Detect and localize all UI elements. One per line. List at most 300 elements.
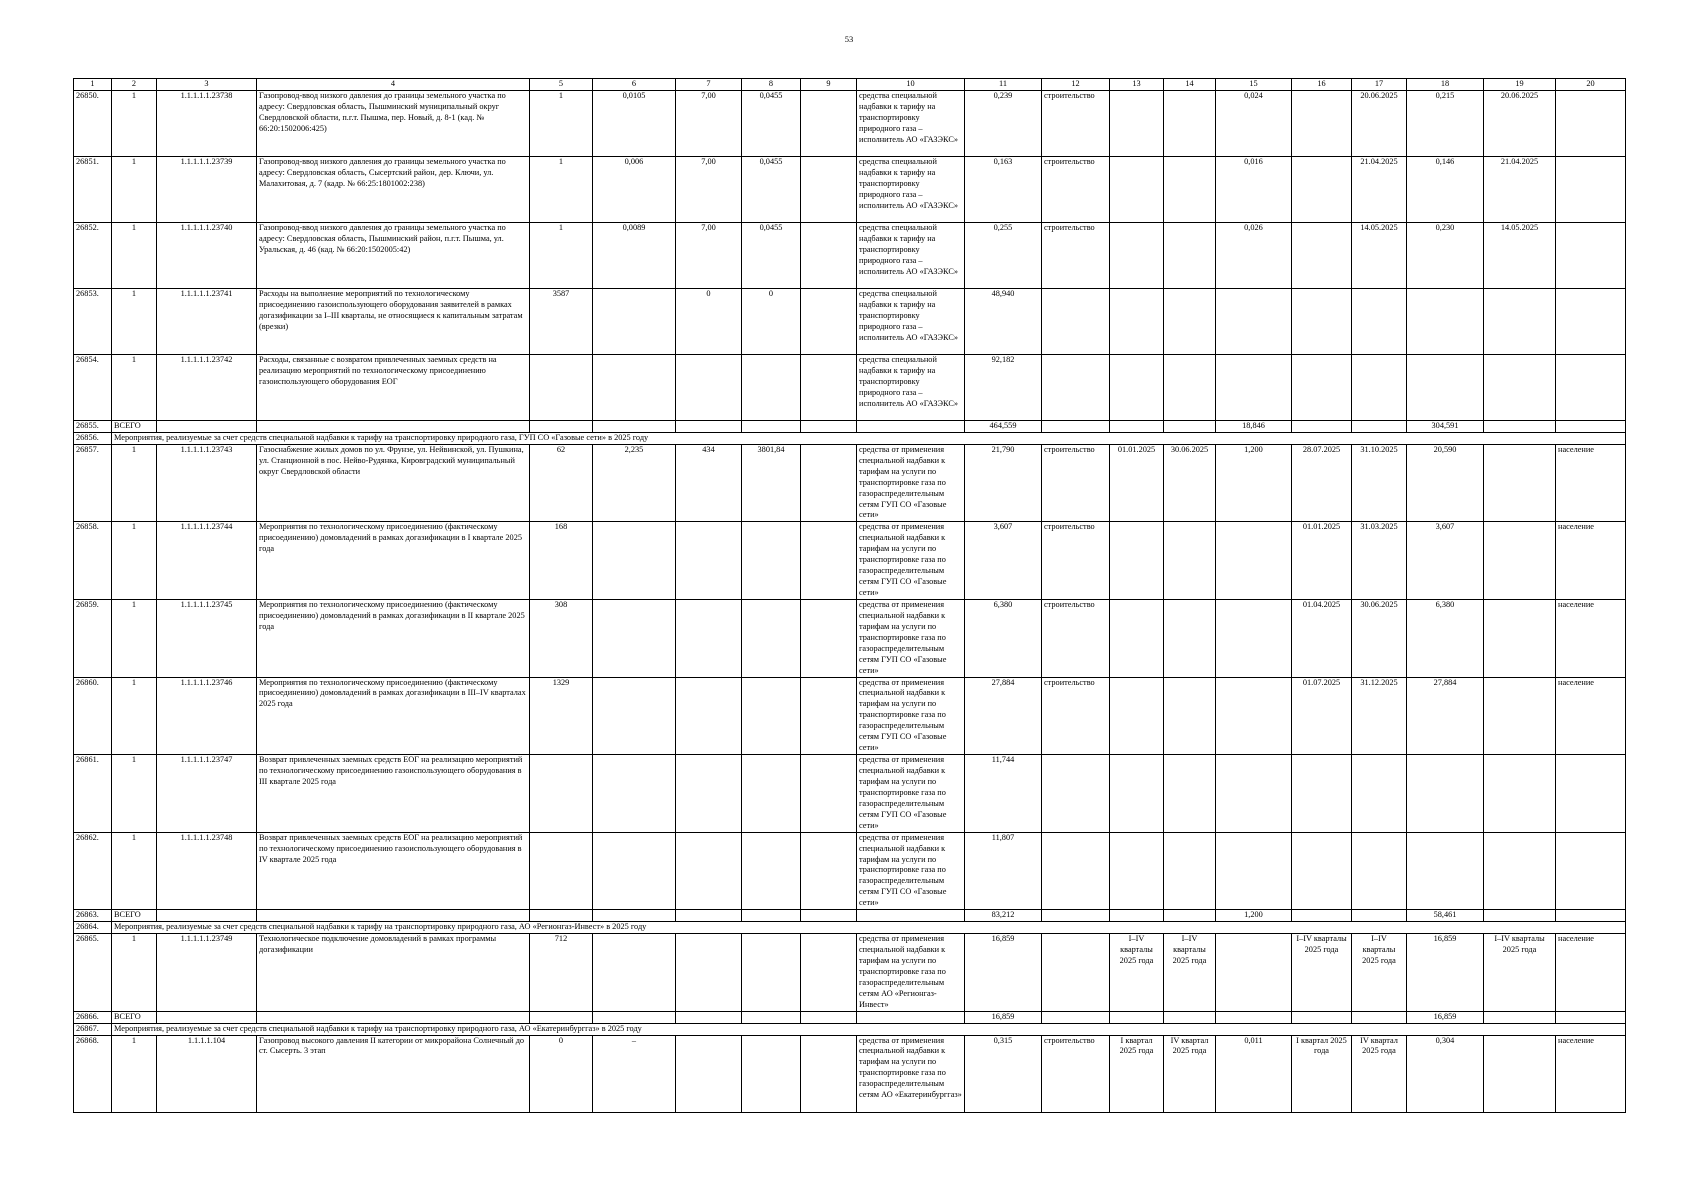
table-cell: 30.06.2025 (1352, 599, 1407, 677)
table-cell: I–IV кварталы 2025 года (1292, 934, 1352, 1012)
table-cell: 1329 (530, 677, 593, 755)
table-cell (1484, 288, 1556, 354)
column-number: 16 (1292, 79, 1352, 91)
table-cell (857, 420, 965, 432)
table-cell: – (593, 1035, 676, 1112)
table-cell (1216, 677, 1292, 755)
table-cell: 58,461 (1407, 910, 1484, 922)
table-cell: Расходы, связанные с возвратом привлеченных заемных средств на реализацию мероприятий по технологическому присоединению газоиспользующего оборудования ЕОГ (257, 354, 530, 420)
table-cell: 0,230 (1407, 222, 1484, 288)
table-cell (1216, 288, 1292, 354)
table-cell: 3,607 (1407, 522, 1484, 600)
table-cell (1352, 910, 1407, 922)
total-row (74, 420, 1626, 432)
table-cell (1164, 1011, 1216, 1023)
table-cell: 14.05.2025 (1352, 222, 1407, 288)
table-cell (1110, 910, 1164, 922)
row-number: 26862. (74, 832, 112, 910)
table-cell (676, 599, 742, 677)
table-cell: 0 (530, 1035, 593, 1112)
table-row (74, 90, 1626, 156)
table-cell (742, 522, 801, 600)
table-cell: строительство (1042, 444, 1110, 522)
table-cell: 1 (112, 599, 157, 677)
table-cell: 16,859 (965, 934, 1042, 1012)
total-label: ВСЕГО (112, 1011, 157, 1023)
table-cell (1292, 910, 1352, 922)
table-cell (1042, 832, 1110, 910)
table-cell: 3801,84 (742, 444, 801, 522)
table-cell: Возврат привлеченных заемных средств ЕОГ на реализацию мероприятий по технологическому присоединению газоиспользующего оборудования в III квартале 2025 года (257, 755, 530, 833)
table-cell (1484, 444, 1556, 522)
table-cell: IV квартал 2025 года (1164, 1035, 1216, 1112)
page-number: 53 (844, 34, 854, 44)
table-cell (530, 420, 593, 432)
table-cell: средства от применения специальной надбавки к тарифам на услуги по транспортировке газа по газораспределительным сетям ГУП СО «Газовые сети» (857, 522, 965, 600)
table-cell (1164, 910, 1216, 922)
table-cell: Мероприятия по технологическому присоединению (фактическому присоединению) домовладений в рамках догазификации в I квартале 2025 года (257, 522, 530, 600)
table-cell (593, 599, 676, 677)
row-number: 26864. (74, 922, 112, 934)
table-cell (1164, 222, 1216, 288)
table-cell (1556, 288, 1626, 354)
table-cell: 1 (530, 156, 593, 222)
table-cell: 21.04.2025 (1484, 156, 1556, 222)
table-cell: Возврат привлеченных заемных средств ЕОГ на реализацию мероприятий по технологическому присоединению газоиспользующего оборудования в IV квартале 2025 года (257, 832, 530, 910)
row-number: 26861. (74, 755, 112, 833)
table-cell (1292, 755, 1352, 833)
table-cell: 0,0455 (742, 222, 801, 288)
table-cell: население (1556, 1035, 1626, 1112)
table-cell: 27,884 (965, 677, 1042, 755)
table-cell (530, 832, 593, 910)
table-cell: 1 (530, 222, 593, 288)
table-cell: 1.1.1.1.1.23738 (157, 90, 257, 156)
table-cell (1110, 420, 1164, 432)
table-cell: 1 (112, 288, 157, 354)
table-cell: 0 (676, 288, 742, 354)
section-title: Мероприятия, реализуемые за счет средств специальной надбавки к тарифу на транспортировку природного газа, ГУП СО «Газовые сети» в 2025 году (112, 432, 1626, 444)
table-cell: строительство (1042, 156, 1110, 222)
table-cell (593, 420, 676, 432)
table-cell: 434 (676, 444, 742, 522)
column-number: 12 (1042, 79, 1110, 91)
table-cell (1216, 755, 1292, 833)
table-cell: 16,859 (1407, 1011, 1484, 1023)
table-cell (857, 910, 965, 922)
table-cell: население (1556, 444, 1626, 522)
table-cell (1484, 832, 1556, 910)
table-cell (676, 1035, 742, 1112)
table-cell (1042, 934, 1110, 1012)
table-row (74, 755, 1626, 833)
table-cell: 712 (530, 934, 593, 1012)
table-cell: 6,380 (1407, 599, 1484, 677)
table-cell: 20,590 (1407, 444, 1484, 522)
table-cell: средства от применения специальной надбавки к тарифам на услуги по транспортировке газа по газораспределительным сетям АО «Регионгаз-Инвест» (857, 934, 965, 1012)
table-cell (1110, 90, 1164, 156)
table-cell (1164, 522, 1216, 600)
table-cell: 1.1.1.1.1.23748 (157, 832, 257, 910)
table-cell: средства от применения специальной надбавки к тарифам на услуги по транспортировке газа по газораспределительным сетям ГУП СО «Газовые сети» (857, 832, 965, 910)
table-cell (1352, 832, 1407, 910)
table-cell: 1,200 (1216, 910, 1292, 922)
table-cell: 20.06.2025 (1484, 90, 1556, 156)
table-cell: 11,744 (965, 755, 1042, 833)
table-cell (1042, 288, 1110, 354)
table-cell: 1.1.1.1.104 (157, 1035, 257, 1112)
row-number: 26853. (74, 288, 112, 354)
column-number: 10 (857, 79, 965, 91)
table-row (74, 599, 1626, 677)
table-cell (1484, 354, 1556, 420)
table-cell (1556, 910, 1626, 922)
table-cell: 1 (112, 90, 157, 156)
table-cell (676, 420, 742, 432)
total-label: ВСЕГО (112, 420, 157, 432)
table-cell (1484, 420, 1556, 432)
table-cell (742, 354, 801, 420)
table-cell (742, 420, 801, 432)
table-cell (1484, 677, 1556, 755)
row-number: 26852. (74, 222, 112, 288)
table-cell: 1.1.1.1.1.23743 (157, 444, 257, 522)
table-cell (676, 677, 742, 755)
table-cell: 62 (530, 444, 593, 522)
table-row (74, 934, 1626, 1012)
table-cell (593, 677, 676, 755)
table-cell (1556, 222, 1626, 288)
table-cell (530, 1011, 593, 1023)
table-cell: 1.1.1.1.1.23742 (157, 354, 257, 420)
table-cell (742, 832, 801, 910)
column-number: 19 (1484, 79, 1556, 91)
row-number: 26856. (74, 432, 112, 444)
table-cell (1110, 1011, 1164, 1023)
table-cell (1110, 288, 1164, 354)
column-number: 7 (676, 79, 742, 91)
table-cell: 1.1.1.1.1.23739 (157, 156, 257, 222)
table-cell (801, 910, 857, 922)
table-cell (1292, 354, 1352, 420)
table-cell (1216, 599, 1292, 677)
row-number: 26855. (74, 420, 112, 432)
table-cell: Газопровод-ввод низкого давления до границы земельного участка по адресу: Свердловская область, Сысертский район, дер. Ключи, ул. Малахитовая, д. 7 (кадр. № 66:25:1801002:238) (257, 156, 530, 222)
table-cell (1110, 599, 1164, 677)
table-cell (801, 677, 857, 755)
table-cell (257, 910, 530, 922)
table-row (74, 444, 1626, 522)
table-cell (257, 420, 530, 432)
table-cell: Газопровод-ввод низкого давления до границы земельного участка по адресу: Свердловская область, Пышминский район, п.г.т. Пышма, ул. Уральская, д. 46 (кад. № 66:20:1502005:42) (257, 222, 530, 288)
table-cell: население (1556, 934, 1626, 1012)
section-row (74, 922, 1626, 934)
section-title: Мероприятия, реализуемые за счет средств специальной надбавки к тарифу на транспортировку природного газа, АО «Регионгаз-Инвест» в 2025 году (112, 922, 1626, 934)
table-cell (801, 420, 857, 432)
table-cell (1352, 354, 1407, 420)
table-cell (1110, 156, 1164, 222)
table-cell (742, 1035, 801, 1112)
table-cell: Газоснабжение жилых домов по ул. Фрунзе, ул. Нейвинской, ул. Пушкина, ул. Станционной в пос. Нейво-Рудянка, Кировградский муниципальный округ Свердловской области (257, 444, 530, 522)
table-cell: 1 (530, 90, 593, 156)
table-cell: I–IV кварталы 2025 года (1352, 934, 1407, 1012)
table-cell: 16,859 (1407, 934, 1484, 1012)
row-number: 26858. (74, 522, 112, 600)
table-cell (801, 1035, 857, 1112)
table-cell: строительство (1042, 599, 1110, 677)
table-cell (1484, 755, 1556, 833)
table-cell (1292, 90, 1352, 156)
table-cell (742, 1011, 801, 1023)
table-cell (1164, 755, 1216, 833)
table-cell: 01.07.2025 (1292, 677, 1352, 755)
table-cell: 0 (742, 288, 801, 354)
table-cell: Газопровод высокого давления II категории от микрорайона Солнечный до ст. Сысерть. 3 этап (257, 1035, 530, 1112)
table-cell: 27,884 (1407, 677, 1484, 755)
column-number: 5 (530, 79, 593, 91)
row-number: 26854. (74, 354, 112, 420)
table-cell: Мероприятия по технологическому присоединению (фактическому присоединению) домовладений в рамках догазификации в III–IV кварталах 2025 года (257, 677, 530, 755)
table-cell: 1.1.1.1.1.23740 (157, 222, 257, 288)
table-cell: средства от применения специальной надбавки к тарифам на услуги по транспортировке газа по газораспределительным сетям ГУП СО «Газовые сети» (857, 755, 965, 833)
table-cell (676, 832, 742, 910)
table-cell (1110, 222, 1164, 288)
table-cell (801, 156, 857, 222)
table-cell (257, 1011, 530, 1023)
row-number: 26868. (74, 1035, 112, 1112)
table-cell: 1 (112, 1035, 157, 1112)
table-cell (1484, 1035, 1556, 1112)
table-cell: 1.1.1.1.1.23746 (157, 677, 257, 755)
table-cell: население (1556, 677, 1626, 755)
table-cell (593, 755, 676, 833)
table-cell: 1 (112, 522, 157, 600)
table-cell (742, 599, 801, 677)
table-cell (742, 677, 801, 755)
table-cell (801, 444, 857, 522)
table-cell (801, 288, 857, 354)
table-cell (801, 222, 857, 288)
table-cell (1164, 677, 1216, 755)
row-number: 26851. (74, 156, 112, 222)
table-cell (1216, 354, 1292, 420)
table-cell: 1,200 (1216, 444, 1292, 522)
table-cell (157, 1011, 257, 1023)
table-cell: 7,00 (676, 90, 742, 156)
column-number: 18 (1407, 79, 1484, 91)
table-cell (742, 934, 801, 1012)
table-cell (1042, 354, 1110, 420)
table-cell: 18,846 (1216, 420, 1292, 432)
table-cell: 28.07.2025 (1292, 444, 1352, 522)
total-label: ВСЕГО (112, 910, 157, 922)
table-cell: 308 (530, 599, 593, 677)
section-title: Мероприятия, реализуемые за счет средств специальной надбавки к тарифу на транспортировку природного газа, АО «Екатеринбурггаз» в 2025 году (112, 1023, 1626, 1035)
table-cell: 31.12.2025 (1352, 677, 1407, 755)
table-cell: 1.1.1.1.1.23749 (157, 934, 257, 1012)
row-number: 26859. (74, 599, 112, 677)
table-cell (157, 420, 257, 432)
column-number: 8 (742, 79, 801, 91)
table-cell (1042, 755, 1110, 833)
table-cell: средства специальной надбавки к тарифу на транспортировку природного газа – исполнитель АО «ГАЗЭКС» (857, 354, 965, 420)
table-row (74, 522, 1626, 600)
table-cell (801, 755, 857, 833)
table-cell (1292, 288, 1352, 354)
table-cell: 0,163 (965, 156, 1042, 222)
column-number: 17 (1352, 79, 1407, 91)
table-cell: 1 (112, 832, 157, 910)
table-cell: 1 (112, 354, 157, 420)
table-cell (1164, 288, 1216, 354)
row-number: 26867. (74, 1023, 112, 1035)
table-cell (801, 354, 857, 420)
table-cell (1216, 832, 1292, 910)
column-number: 6 (593, 79, 676, 91)
table-cell (1352, 1011, 1407, 1023)
table-cell (593, 1011, 676, 1023)
column-number-header (74, 79, 1626, 91)
table-cell: 30.06.2025 (1164, 444, 1216, 522)
table-row (74, 832, 1626, 910)
table-cell: 1 (112, 222, 157, 288)
column-number: 1 (74, 79, 112, 91)
table-cell (801, 934, 857, 1012)
table-cell: 0,315 (965, 1035, 1042, 1112)
table-cell: 6,380 (965, 599, 1042, 677)
table-cell: 31.03.2025 (1352, 522, 1407, 600)
table-cell (1292, 1011, 1352, 1023)
table-cell: 0,016 (1216, 156, 1292, 222)
table-body (74, 79, 1626, 1113)
total-row (74, 910, 1626, 922)
table-cell: 1.1.1.1.1.23744 (157, 522, 257, 600)
section-row (74, 1023, 1626, 1035)
table-cell (1042, 1011, 1110, 1023)
table-cell: 2,235 (593, 444, 676, 522)
table-cell: I–IV кварталы 2025 года (1164, 934, 1216, 1012)
table-cell: средства специальной надбавки к тарифу на транспортировку природного газа – исполнитель АО «ГАЗЭКС» (857, 288, 965, 354)
table-row (74, 156, 1626, 222)
table-cell: средства от применения специальной надбавки к тарифам на услуги по транспортировке газа по газораспределительным сетям ГУП СО «Газовые сети» (857, 599, 965, 677)
table-row (74, 677, 1626, 755)
table-cell: 21.04.2025 (1352, 156, 1407, 222)
table-cell (1216, 1011, 1292, 1023)
table-cell: 01.01.2025 (1292, 522, 1352, 600)
table-cell: 1 (112, 444, 157, 522)
table-cell: 0,011 (1216, 1035, 1292, 1112)
table-cell (676, 354, 742, 420)
table-cell (1484, 522, 1556, 600)
table-cell (593, 832, 676, 910)
table-cell (1216, 934, 1292, 1012)
column-number: 2 (112, 79, 157, 91)
table-cell: 0,255 (965, 222, 1042, 288)
table-cell: 1.1.1.1.1.23745 (157, 599, 257, 677)
table-cell (1556, 90, 1626, 156)
table-cell: средства специальной надбавки к тарифу на транспортировку природного газа – исполнитель АО «ГАЗЭКС» (857, 222, 965, 288)
table-cell: население (1556, 522, 1626, 600)
table-cell (1292, 832, 1352, 910)
table-cell: 01.04.2025 (1292, 599, 1352, 677)
table-cell (1164, 420, 1216, 432)
table-cell (1110, 832, 1164, 910)
table-cell (593, 934, 676, 1012)
table-cell: 1.1.1.1.1.23747 (157, 755, 257, 833)
table-cell: средства от применения специальной надбавки к тарифам на услуги по транспортировке газа по газораспределительным сетям ГУП СО «Газовые сети» (857, 444, 965, 522)
table-cell: 7,00 (676, 222, 742, 288)
table-cell (1216, 522, 1292, 600)
column-number: 14 (1164, 79, 1216, 91)
table-cell: 0,0455 (742, 90, 801, 156)
table-cell: 0,215 (1407, 90, 1484, 156)
table-cell: I–IV кварталы 2025 года (1110, 934, 1164, 1012)
table-cell: I–IV кварталы 2025 года (1484, 934, 1556, 1012)
table-cell: 16,859 (965, 1011, 1042, 1023)
table-cell (1484, 1011, 1556, 1023)
table-cell: 1 (112, 677, 157, 755)
section-row (74, 432, 1626, 444)
table-cell (1164, 832, 1216, 910)
table-cell: 0,006 (593, 156, 676, 222)
table-cell: 464,559 (965, 420, 1042, 432)
column-number: 11 (965, 79, 1042, 91)
table-cell: 0,0455 (742, 156, 801, 222)
table-cell (1042, 910, 1110, 922)
table-cell (530, 755, 593, 833)
table-cell (1292, 156, 1352, 222)
table-cell: 0,146 (1407, 156, 1484, 222)
table-cell: 304,591 (1407, 420, 1484, 432)
table-cell: 1 (112, 934, 157, 1012)
investment-program-table (73, 78, 1626, 1113)
table-cell (676, 1011, 742, 1023)
table-cell (530, 354, 593, 420)
table-cell: 0,239 (965, 90, 1042, 156)
total-row (74, 1011, 1626, 1023)
table-cell (1042, 420, 1110, 432)
table-row (74, 1035, 1626, 1112)
table-cell (1407, 832, 1484, 910)
table-cell: 0,0105 (593, 90, 676, 156)
table-cell: средства от применения специальной надбавки к тарифам на услуги по транспортировке газа по газораспределительным сетям АО «Екатеринбурггаз» (857, 1035, 965, 1112)
table-cell (1292, 222, 1352, 288)
table-cell: Мероприятия по технологическому присоединению (фактическому присоединению) домовладений в рамках догазификации в II квартале 2025 года (257, 599, 530, 677)
column-number: 13 (1110, 79, 1164, 91)
table-cell: I квартал 2025 года (1292, 1035, 1352, 1112)
table-cell (1164, 599, 1216, 677)
table-cell: строительство (1042, 90, 1110, 156)
table-cell: 20.06.2025 (1352, 90, 1407, 156)
table-cell (676, 910, 742, 922)
table-cell: 21,790 (965, 444, 1042, 522)
table-cell (857, 1011, 965, 1023)
table-row (74, 222, 1626, 288)
table-cell (1556, 354, 1626, 420)
table-cell (1164, 354, 1216, 420)
table-cell (593, 288, 676, 354)
row-number: 26865. (74, 934, 112, 1012)
table-cell: 1.1.1.1.1.23741 (157, 288, 257, 354)
table-cell (742, 910, 801, 922)
table-cell (1484, 599, 1556, 677)
table-cell (1407, 354, 1484, 420)
table-cell: 3587 (530, 288, 593, 354)
table-cell (593, 910, 676, 922)
table-cell (801, 90, 857, 156)
table-cell (157, 910, 257, 922)
table-cell (801, 522, 857, 600)
